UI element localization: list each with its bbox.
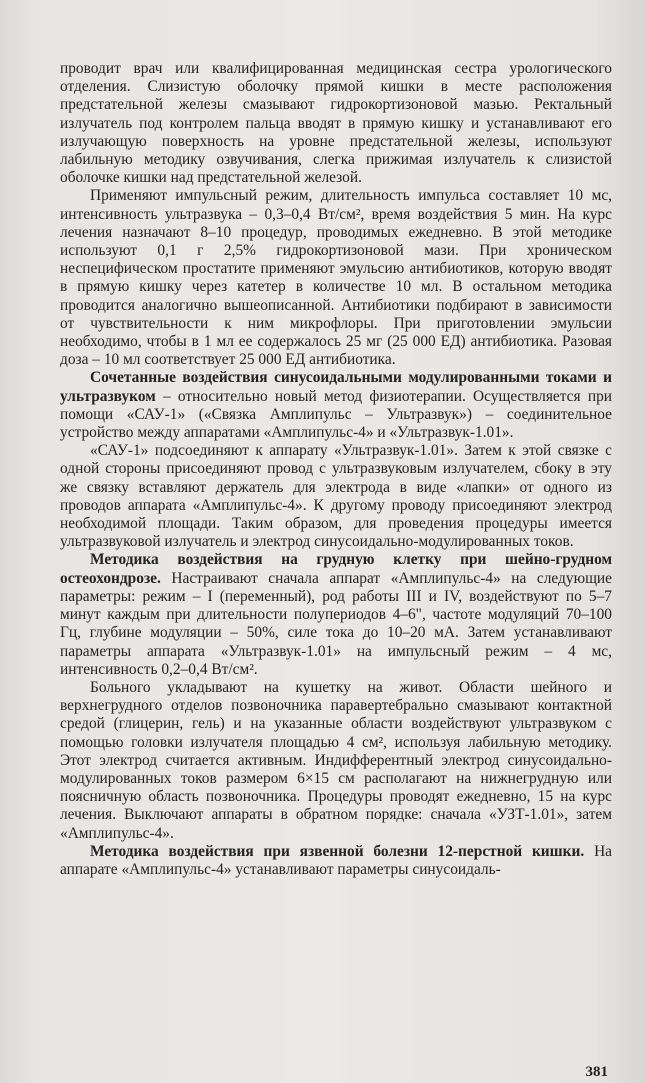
page-number: 381 — [585, 1064, 608, 1080]
paragraph-3-text: – относительно новый метод физиотерапии. Осуществляется при помощи «САУ-1» («Связка Амплипульс – Ультразвук») – соединительное устройство между аппаратами «Амплипульс-4» и «Ультразвук-1.01». — [60, 387, 612, 442]
paragraph-1 — [60, 60, 612, 187]
paragraph-5-text: Настраивают сначала аппарат «Амплипульс-4» на следующие параметры: режим – I (переменный), род работы III и IV, воздействуют по 5–7 минут каждым при длительности полупериодов 4–6", частоте модуляций 70–100 Гц, глубине модуляции – 50%, силе тока до 10–20 мА. Затем устанавливают параметры аппарата «Ультразвук-1.01» на импульсный режим – 4 мс, интенсивность 0,2–0,4 Вт/см². — [60, 569, 612, 678]
paragraph-5-heading: Методика воздействия на грудную клетку при шейно-грудном остеохондрозе. — [60, 551, 612, 587]
paragraph-5 — [60, 551, 612, 678]
paragraph-6 — [60, 679, 612, 843]
paragraph-3 — [60, 369, 612, 442]
paragraph-2-text: Применяют импульсный режим, длительность импульса составляет 10 мс, интенсивность ультразвука – 0,3–0,4 Вт/см², время воздействия 5 мин. На курс лечения назначают 8–10 процедур, проводимых ежедневно. В этой методике используют 0,1 г 2,5% гидрокортизоновой мази. При хроническом неспецифическом простатите применяют эмульсию антибиотиков, которую вводят в прямую кишку через катетер в количестве 10 мл. В остальном методика проводится аналогично вышеописанной. Антибиотики подбирают в зависимости от чувствительности к ним микрофлоры. При приготовлении эмульсии необходимо, чтобы в 1 мл ее содержалось 25 мг (25 000 ЕД) антибиотика. Разовая доза – 10 мл соответствует 25 000 ЕД антибиотика. — [60, 187, 612, 369]
paragraph-1-text: проводит врач или квалифицированная медицинская сестра урологического отделения. Слизистую оболочку прямой кишки в месте расположения предстательной железы смазывают гидрокортизоновой мазью. Ректальный излучатель под контролем пальца вводят в прямую кишку и устанавливают его излучающую поверхность на уровне предстательной железы, используют лабильную методику озвучивания, слегка прижимая излучатель к слизистой оболочке кишки над предстательной железой. — [60, 60, 612, 187]
paragraph-7 — [60, 843, 612, 879]
paragraph-4-text: «САУ-1» подсоединяют к аппарату «Ультразвук-1.01». Затем к этой связке с одной стороны присоединяют провод с ультразвуковым излучателем, сбоку в эту же связку вставляют держатель для электрода в виде «лапки» от одного из проводов аппарата «Амплипульс-4». К другому проводу присоединяют электрод необходимой площади. Таким образом, для проведения процедуры имеется ультразвуковой излучатель и электрод синусоидально-модулированных токов. — [60, 442, 612, 551]
paragraph-6-text: Больного укладывают на кушетку на живот. Области шейного и верхнегрудного отделов позвоночника паравертебрально смазывают контактной средой (глицерин, гель) и на указанные области воздействуют ультразвуком с помощью головки излучателя площадью 4 см², используя лабильную методику. Этот электрод считается активным. Индифферентный электрод синусоидально-модулированных токов размером 6×15 см располагают на нижнегрудную или поясничную область позвоночника. Процедуры проводят ежедневно, 15 на курс лечения. Выключают аппараты в обратном порядке: сначала «УЗТ-1.01», затем «Амплипульс-4». — [60, 678, 612, 842]
paragraph-3-heading: Сочетанные воздействия синусоидальными модулированными токами и ультразвуком — [60, 369, 612, 405]
paragraph-2 — [60, 187, 612, 369]
paragraph-7-text: На аппарате «Амплипульс-4» устанавливают параметры синусоидаль- — [60, 842, 613, 878]
paragraph-4 — [60, 442, 612, 551]
paragraph-7-heading: Методика воздействия при язвенной болезни 12-перстной кишки. — [90, 842, 585, 860]
body-text — [60, 60, 612, 879]
